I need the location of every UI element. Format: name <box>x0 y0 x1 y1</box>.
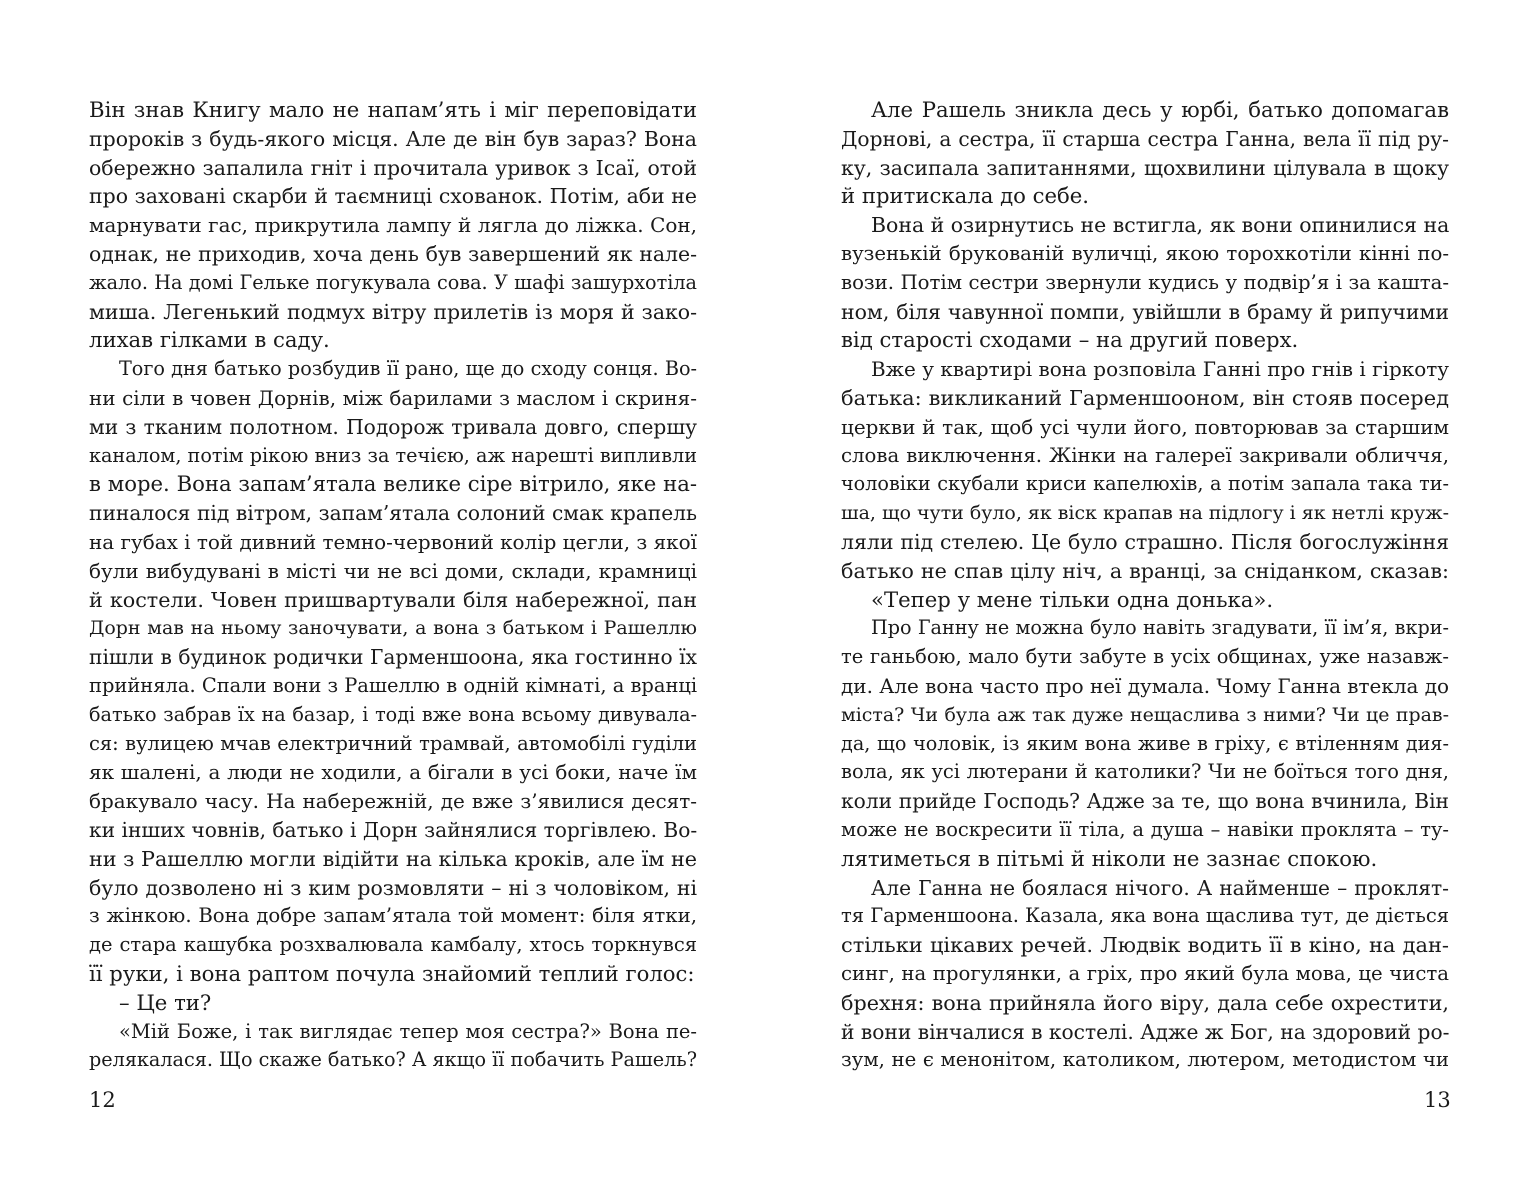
text-line: ни з Рашеллю могли відійти на кілька кроків, але їм не <box>89 846 697 871</box>
text-line: прийняла. Спали вони з Рашеллю в одній кімнаті, а вранці <box>89 673 698 697</box>
left-page-text <box>89 96 697 1075</box>
text-line: від старості сходами – на другий поверх. <box>841 327 1299 353</box>
text-line: батько забрав їх на базар, і тоді вже вона всьому дивувала- <box>89 702 697 726</box>
right-page-text <box>841 96 1449 1075</box>
text-line: про заховані скарби й таємниці схованок. Потім, аби не <box>89 184 697 209</box>
text-line: було дозволено ні з ким розмовляти – ні з чоловіком, ні <box>89 875 697 900</box>
text-line: Але Ганна не боялася нічого. А найменше – проклят- <box>871 875 1449 900</box>
text-line: бракувало часу. На набережній, де вже з’явилися десят- <box>89 789 697 814</box>
text-line: Того дня батько розбудив її рано, ще до сходу сонця. Во- <box>119 357 697 381</box>
text-line: чоловіки скубали криси капелюхів, а потім запала така ти- <box>841 472 1449 496</box>
text-line: тя Гарменшоона. Казала, яка вона щаслива тут, де діється <box>841 904 1449 928</box>
text-line: ни сіли в човен Дорнів, між барилами з маслом і скриня- <box>89 385 697 410</box>
text-line: Вона й озирнутись не встигла, як вони опинилися на <box>871 213 1450 238</box>
text-line: обережно запалила гніт і прочитала уривок з Ісаї, отой <box>89 155 697 180</box>
text-line: Але Рашель зникла десь у юрбі, батько допомагав <box>871 97 1449 122</box>
text-line: ся: вулицею мчав електричний трамвай, автомобілі гуділи <box>89 731 697 755</box>
text-line: ки інших човнів, батько і Дорн зайнялися торгівлею. Во- <box>89 817 698 842</box>
text-line: ди. Але вона часто про неї думала. Чому Ганна втекла до <box>841 673 1449 698</box>
text-line: й костели. Човен пришвартували біля набережної, пан <box>89 587 697 612</box>
text-line: – Це ти? <box>119 989 212 1015</box>
text-line: ном, біля чавунної помпи, увійшли в браму й рипучими <box>841 299 1449 324</box>
page-number-right: 13 <box>1424 1088 1451 1112</box>
text-line: миша. Легенький подмух вітру прилетів із моря й зако- <box>89 299 697 324</box>
text-line: зум, не є менонітом, католиком, лютером, методистом чи <box>841 1048 1449 1072</box>
text-line: Дорн мав на ньому заночувати, а вона з батьком і Рашеллю <box>89 617 697 640</box>
text-line: марнувати гас, прикрутила лампу й лягла до ліжка. Сон, <box>89 213 697 238</box>
text-line: й притискала до себе. <box>841 183 1090 209</box>
text-line: й вони вінчалися в костелі. Адже ж Бог, на здоровий ро- <box>841 1019 1450 1044</box>
text-line: як шалені, а люди не ходили, а бігали в усі боки, наче їм <box>89 760 697 785</box>
text-line: релякалася. Що скаже батько? А якщо її побачить Рашель? <box>89 1048 697 1072</box>
text-line: однак, не приходив, хоча день був завершений як нале- <box>89 241 697 266</box>
page-number-left: 12 <box>89 1088 116 1112</box>
text-line: міста? Чи була аж так дуже нещаслива з ними? Чи це прав- <box>841 703 1449 726</box>
text-line: батька: викликаний Гарменшооном, він стояв посеред <box>841 385 1449 410</box>
text-line: каналом, потім рікою вниз за течією, аж нарешті випливли <box>89 443 697 467</box>
text-line: лихав гілками в саду. <box>89 327 330 353</box>
text-line: Про Ганну не можна було навіть згадувати, її ім’я, вкри- <box>871 616 1449 640</box>
text-line: те ганьбою, мало бути забуте в усіх общинах, уже назавж- <box>841 645 1449 669</box>
text-line: Він знав Книгу мало не напам’ять і міг переповідати <box>89 97 697 122</box>
text-line: може не воскресити її тіла, а душа – навіки проклята – ту- <box>841 817 1449 841</box>
text-line: коли прийде Господь? Адже за те, що вона вчинила, Він <box>841 789 1449 814</box>
text-line: в море. Вона запам’ятала велике сіре вітрило, яке на- <box>89 471 697 497</box>
text-line: ку, засипала запитаннями, щохвилини цілувала в щоку <box>841 155 1449 180</box>
text-line: пішли в будинок родички Гарменшоона, яка гостинно їх <box>89 645 697 670</box>
text-line: її руки, і вона раптом почула знайомий теплий голос: <box>89 960 695 986</box>
text-line: слова виключення. Жінки на галереї закривали обличчя, <box>841 443 1449 467</box>
text-line: стільки цікавих речей. Людвік водить її в кіно, на дан- <box>841 933 1449 958</box>
text-line: вози. Потім сестри звернули кудись у подвір’я і за кашта- <box>841 270 1449 294</box>
text-line: «Мій Боже, і так виглядає тепер моя сестра?» Вона пе- <box>119 1019 697 1043</box>
text-line: жало. На домі Гельке погукувала сова. У шафі зашурхотіла <box>89 270 697 294</box>
text-line: да, що чоловік, із яким вона живе в гріху, є втіленням дия- <box>841 731 1449 755</box>
text-line: Дорнові, а сестра, її старша сестра Ганна, вела її під ру- <box>841 126 1449 151</box>
text-line: «Тепер у мене тільки одна донька». <box>871 586 1274 612</box>
text-line: церкви й так, щоб усі чули його, повторював за старшим <box>841 414 1449 439</box>
text-line: вола, як усі лютерани й католики? Чи не боїться того дня, <box>841 760 1449 784</box>
text-line: ша, що чути було, як віск крапав на підлогу і як нетлі круж- <box>841 502 1449 525</box>
text-line: пиналося під вітром, запам’ятала солоний смак крапель <box>89 501 697 526</box>
text-line: синг, на прогулянки, а гріх, про який була мова, це чиста <box>841 961 1449 985</box>
text-line: брехня: вона прийняла його віру, дала себе охрестити, <box>841 990 1449 1015</box>
text-line: вузенькій брукованій вуличці, якою торохкотіли кінні по- <box>841 241 1449 265</box>
text-line: батько не спав цілу ніч, а вранці, за сніданком, сказав: <box>841 558 1449 583</box>
text-line: де стара кашубка розхвалювала камбалу, хтось торкнувся <box>89 933 697 957</box>
text-line: Вже у квартирі вона розповіла Ганні про гнів і гіркоту <box>871 357 1449 382</box>
text-line: ляли під стелею. Це було страшно. Після богослужіння <box>841 529 1449 554</box>
text-line: лятиметься в пітьмі й ніколи не зазнає спокою. <box>841 845 1378 871</box>
text-line: з жінкою. Вона добре запам’ятала той момент: біля ятки, <box>89 904 697 928</box>
text-line: ми з тканим полотном. Подорож тривала довго, спершу <box>89 414 697 439</box>
text-line: на губах і той дивний темно-червоний колір цегли, з якої <box>89 529 697 554</box>
text-line: пророків з будь-якого місця. Але де він був зараз? Вона <box>89 126 697 151</box>
text-line: були вибудувані в місті чи не всі доми, склади, крамниці <box>89 558 697 583</box>
